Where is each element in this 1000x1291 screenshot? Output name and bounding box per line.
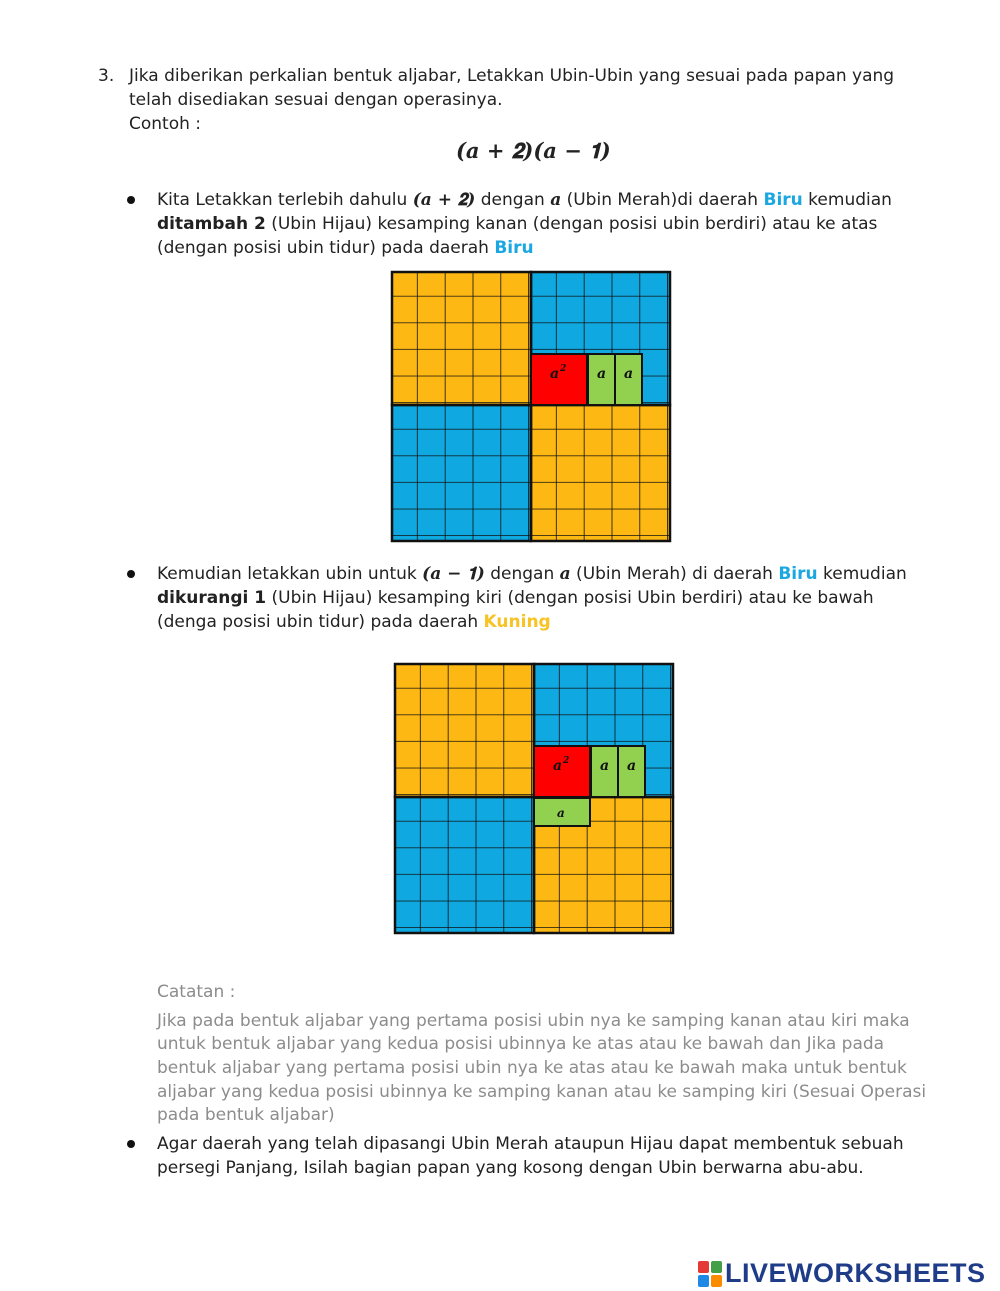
note-line: untuk bentuk aljabar yang kedua posisi ubinnya ke atas atau ke bawah dan Jika pada	[157, 1034, 885, 1054]
bullet1-line-1: Kita Letakkan terlebih dahulu (𝒂 + 𝟐) dengan 𝒂 (Ubin Merah)di daerah Biru kemudian	[157, 190, 892, 210]
green-tile-label: a	[627, 758, 637, 774]
bullet3-line-2: persegi Panjang, Isilah bagian papan yang kosong dengan Ubin berwarna abu-abu.	[157, 1158, 864, 1178]
example-expression: (𝒂 + 𝟐)(𝒂 − 𝟏)	[456, 138, 611, 163]
green-tile-label: a	[597, 366, 607, 382]
note-line: Jika pada bentuk aljabar yang pertama posisi ubin nya ke samping kanan atau kiri maka	[157, 1011, 910, 1031]
kuning-keyword: Kuning	[483, 612, 551, 632]
biru-keyword: Biru	[778, 564, 818, 584]
bullet2-line-1: Kemudian letakkan ubin untuk (𝒂 − 𝟏) dengan 𝒂 (Ubin Merah) di daerah Biru kemudian	[157, 564, 907, 584]
bullet-dot	[127, 570, 135, 578]
brand-name: LIVEWORKSHEETS	[725, 1258, 986, 1288]
a-squared-exponent: 2	[560, 364, 567, 374]
biru-keyword: Biru	[494, 238, 534, 258]
bullet2-expression: (𝒂 − 𝟏)	[422, 564, 485, 584]
bullet2-line-3: (denga posisi ubin tidur) pada daerah Kuning	[157, 612, 551, 632]
bullet1-line-3: (dengan posisi ubin tidur) pada daerah Biru	[157, 238, 534, 258]
a-squared-exponent: 2	[563, 756, 570, 766]
note-line: aljabar yang kedua posisi ubinnya ke samping kanan atau ke samping kiri (Sesuai Operasi	[157, 1082, 927, 1102]
question-line-2: telah disediakan sesuai dengan operasinya.	[129, 90, 503, 110]
bullet2-bold: dikurangi 1	[157, 588, 267, 608]
question-number: 3.	[98, 66, 115, 86]
algebra-tile-board-2	[393, 662, 677, 936]
bullet1-bold: ditambah 2	[157, 214, 266, 234]
liveworksheets-logo[interactable]	[698, 1258, 986, 1289]
a-squared-label: a	[550, 366, 560, 382]
bullet1-line-2: ditambah 2 (Ubin Hijau) kesamping kanan (dengan posisi ubin berdiri) atau ke atas	[157, 214, 878, 234]
bullet-dot	[127, 1140, 135, 1148]
a-squared-label: a	[553, 758, 563, 774]
bullet1-expression: (𝒂 + 𝟐)	[412, 190, 476, 210]
green-tile-label: a	[624, 366, 634, 382]
bullet-dot	[127, 196, 135, 204]
green-tile-label: a	[600, 758, 610, 774]
biru-keyword: Biru	[763, 190, 803, 210]
brand-logo-icon	[698, 1261, 722, 1287]
question-line-1: Jika diberikan perkalian bentuk aljabar, Letakkan Ubin-Ubin yang sesuai pada papan yang	[129, 66, 895, 86]
note-title: Catatan :	[157, 982, 236, 1002]
bullet2-line-2: dikurangi 1 (Ubin Hijau) kesamping kiri (dengan posisi Ubin berdiri) atau ke bawah	[157, 588, 874, 608]
note-line: bentuk aljabar yang pertama posisi ubin nya ke atas atau ke bawah maka untuk bentuk	[157, 1058, 907, 1078]
note-line: pada bentuk aljabar)	[157, 1105, 335, 1125]
algebra-tile-board-1	[390, 270, 674, 544]
bullet3-line-1: Agar daerah yang telah dipasangi Ubin Merah ataupun Hijau dapat membentuk sebuah	[157, 1134, 904, 1154]
green-flat-tile-label: a	[557, 806, 565, 820]
example-label: Contoh :	[129, 114, 202, 134]
